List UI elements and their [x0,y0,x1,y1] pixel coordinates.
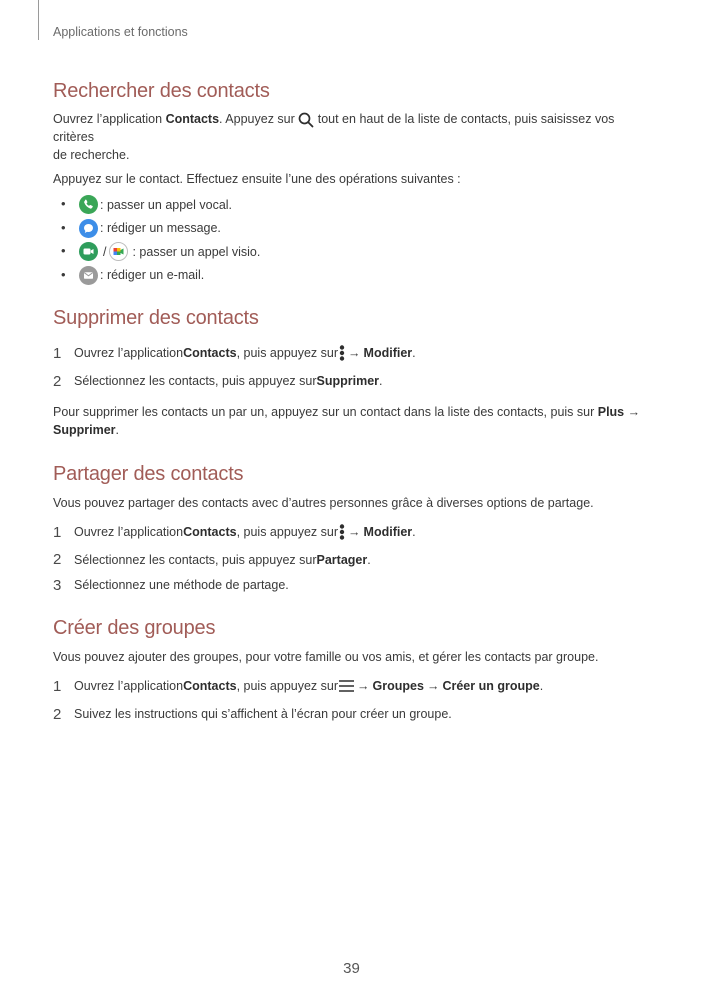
search-paragraph: Ouvrez l’application Contacts. Appuyez sur tout en haut de la liste de contacts, puis saisissez vos critères de recherche. [53,112,615,162]
page-content [53,80,653,728]
more-options-icon [338,344,346,362]
groups-steps [53,672,653,728]
delete-steps [53,339,653,395]
share-steps [53,518,653,597]
header-divider [38,0,39,40]
search-paragraph-2: Appuyez sur le contact. Effectuez ensuite l’une des opérations suivantes : [53,172,461,186]
list-item: 1 Ouvrez l’application Contacts , puis appuyez sur → Groupes → Créer un groupe . [53,677,544,695]
list-item: 1 Ouvrez l’application Contacts , puis appuyez sur → Modifier . [53,344,416,362]
section-header: Applications et fonctions [53,25,188,39]
contact-actions-list [53,193,653,287]
google-meet-icon [109,242,128,261]
share-contacts-heading: Partager des contacts [53,463,244,485]
list-item: • : passer un appel vocal. [53,193,653,217]
message-icon [79,219,98,238]
share-intro: Vous pouvez partager des contacts avec d’autres personnes grâce à diverses options de partage. [53,496,594,510]
video-call-icon [79,242,98,261]
list-item: 2 Sélectionnez les contacts, puis appuyez sur Partager . [53,551,371,568]
page-number: 39 [343,960,360,977]
groups-intro: Vous pouvez ajouter des groupes, pour votre famille ou vos amis, et gérer les contacts par groupe. [53,650,599,664]
list-item: 1 Ouvrez l’application Contacts , puis appuyez sur → Modifier . [53,523,416,541]
list-item: 3 Sélectionnez une méthode de partage. [53,576,289,594]
contacts-app-name: Contacts [165,112,220,126]
phone-call-icon [79,195,98,214]
delete-contacts-heading: Supprimer des contacts [53,307,259,329]
list-item: • : rédiger un e-mail. [53,264,653,288]
list-item: • / : passer un appel visio. [53,240,653,264]
delete-note: Pour supprimer les contacts un par un, appuyez sur un contact dans la liste des contacts, puis sur Plus → Supprimer. [53,405,641,437]
search-contacts-heading: Rechercher des contacts [53,80,270,102]
list-item: 2 Suivez les instructions qui s’affichent à l’écran pour créer un groupe. [53,705,452,723]
list-item: 2 Sélectionnez les contacts, puis appuyez sur Supprimer . [53,372,383,390]
email-icon [79,266,98,285]
menu-icon [338,679,355,693]
search-icon [298,112,314,128]
more-options-icon [338,523,346,541]
create-groups-heading: Créer des groupes [53,617,216,639]
list-item: • : rédiger un message. [53,217,653,241]
